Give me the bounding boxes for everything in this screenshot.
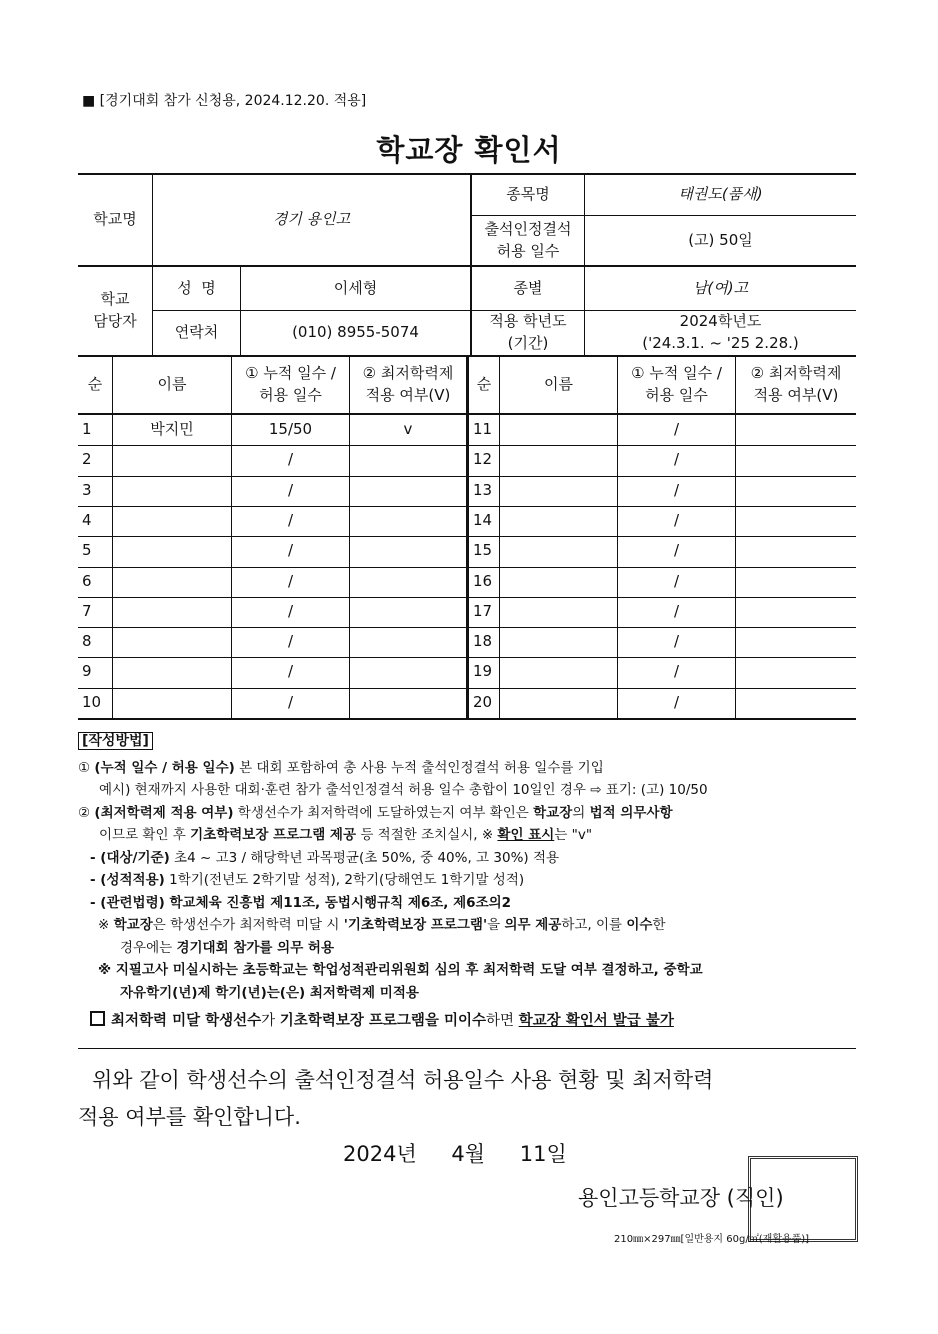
cell-days: / [673,662,680,681]
contact-value: (010) 8955-5074 [292,323,419,342]
cell-name [113,536,231,566]
cell-min [736,688,856,718]
g2l2e: 는 "v" [554,827,593,843]
fb: 가 [261,1013,280,1029]
cell-days: / [287,662,294,681]
col-header-name-right: 이름 [544,375,573,394]
cell-min [736,567,856,597]
fe: 학교장 확인서 발급 불가 [518,1013,674,1029]
writing-guide [78,730,858,1033]
cell-name [500,445,617,475]
cell-min [350,657,466,687]
num-2: ② [78,804,91,821]
manager-label: 학교 담당자 [93,290,137,330]
guide-title: [작성방법] [78,732,153,750]
fc: 기초학력보장 프로그램을 미이수 [279,1013,486,1029]
cell-name [113,657,231,687]
cell-no: 6 [82,572,92,591]
fd: 하면 [486,1013,519,1029]
cell-no: 3 [82,481,92,500]
col-header-no-right: 순 [476,375,492,394]
cell-no: 7 [82,602,92,621]
page-title: 학교장 확인서 [376,133,562,167]
cell-days: / [673,420,680,439]
school-value: 경기 용인고 [272,210,351,229]
cell-name [113,476,231,506]
cell-no: 8 [82,632,92,651]
n1b: 학교장 [113,917,153,933]
guide-note-2-line2: 자유학기(년)제 학기(년)는(은) 최저학력제 미적용 [120,984,419,1001]
cell-name [500,627,617,657]
n1f: 의무 제공 [504,917,562,933]
cell-min [736,415,856,445]
cell-min [350,597,466,627]
date-day: 11일 [519,1142,567,1166]
allow-days-label: 출석인정결석 허용 일수 [484,219,572,260]
g1-text: 본 대회 포함하여 총 사용 누적 출석인정결석 허용 일수를 기입 [234,759,604,776]
cell-min [350,536,466,566]
cell-no: 2 [82,450,92,469]
confirm-statement [78,1062,714,1136]
cell-min [736,445,856,475]
guide-bullet-3 [78,892,858,915]
cell-days: / [673,511,680,530]
cell-min [350,567,466,597]
contact-label: 연락처 [174,323,219,342]
cell-no: 15 [473,541,493,560]
cell-name [113,688,231,718]
cell-min [350,445,466,475]
cell-no: 9 [82,662,92,681]
allow-days-value: (고) 50일 [688,230,753,249]
cell-days: / [673,632,680,651]
cell-min [736,476,856,506]
guide-item-2 [78,802,858,825]
n1g: 하고, 이를 [561,917,627,933]
cell-days: 15/50 [268,420,313,439]
cell-name [500,506,617,536]
gender-value: 남(여)고 [692,278,749,297]
cell-days: / [287,541,294,560]
cell-min [736,506,856,536]
n1e: 을 [487,917,505,933]
n1i: 한 [652,917,666,933]
cell-days: / [287,602,294,621]
confirm-line-1: 위와 같이 학생선수의 출석인정결석 허용일수 사용 현황 및 최저학력 [92,1068,714,1092]
n1h: 이수 [626,917,653,933]
date-year: 2024년 [343,1142,417,1166]
divider [78,1048,856,1049]
cell-no: 17 [473,602,493,621]
cell-days: / [287,693,294,712]
gender-label: 종별 [513,278,543,297]
date-month: 4월 [451,1142,486,1166]
cell-days: / [673,693,680,712]
col-header-no: 순 [87,375,103,394]
cell-min: v [403,420,413,439]
cell-days: / [673,450,680,469]
cell-no: 5 [82,541,92,560]
cell-name [500,657,617,687]
guide-item-1-example: 예시) 현재까지 사용한 대회·훈련 참가 출석인정결석 허용 일수 총합이 10일인 경우 ⇨ 표기: (고) 10/50 [99,782,708,798]
n1a: ※ [98,917,114,933]
name-label: 성 명 [177,278,216,297]
b2-text: 1학기(전년도 2학기말 성적), 2학기(당해연도 1학기말 성적) [164,872,525,888]
cell-days: / [287,511,294,530]
guide-item-2-line2 [78,824,858,847]
g1-bold: (누적 일수 / 허용 일수) [94,759,235,776]
cell-name: 박지민 [150,420,194,439]
num-1: ① [78,759,91,776]
manager-name: 이세형 [333,278,378,297]
cell-no: 10 [82,693,102,712]
guide-bullet-1 [78,847,858,870]
cell-name [500,415,617,445]
g2l2d: 확인 표시 [497,827,555,843]
year-value: 2024학년도 ('24.3.1. ~ '25 2.28.) [642,312,799,352]
cell-days: / [287,572,294,591]
cell-no: 1 [82,420,92,439]
paper-spec: 210㎜×297㎜[일반용지 60g/㎡(재활용품)] [614,1234,810,1245]
cell-no: 4 [82,511,92,530]
cell-no: 19 [473,662,493,681]
guide-bullet-2 [78,869,858,892]
fa: 최저학력 미달 학생선수 [111,1013,262,1029]
cell-min [350,627,466,657]
guide-note-1 [78,914,858,937]
guide-note-2: ※ 지필고사 미실시하는 초등학교는 학업성적관리위원회 심의 후 최저학력 도달 여부 결정하고, 중학교 [98,962,703,978]
cell-no: 14 [473,511,493,530]
b3-bold: - (관련법령) 학교체육 진흥법 제11조, 동법시행규칙 제6조, 제6조의2 [90,894,512,911]
cell-days: / [287,450,294,469]
issue-date [343,1138,567,1168]
cell-name [113,597,231,627]
cell-min [350,688,466,718]
cell-name [113,567,231,597]
cell-min [736,657,856,687]
cell-min [736,597,856,627]
cell-name [113,627,231,657]
cell-no: 13 [473,481,493,500]
g2-text2: 의 [572,804,590,821]
cell-min [736,536,856,566]
cell-name [500,567,617,597]
g2-text: 학생선수가 최저학력에 도달하였는지 여부 확인은 [233,804,534,821]
issuer: 용인고등학교장 (직인) [578,1186,784,1210]
b1-bold: - (대상/기준) [90,849,170,866]
header-note: ■ [경기대회 참가 신청용, 2024.12.20. 적용] [82,93,367,109]
cell-name [500,536,617,566]
confirm-line-2: 적용 여부를 확인합니다. [78,1105,301,1129]
col-header-name: 이름 [157,375,187,394]
event-label: 종목명 [506,185,550,204]
cell-no: 11 [473,420,493,439]
guide-note-1-line2 [78,937,858,960]
cell-name [500,476,617,506]
school-label: 학교명 [93,210,137,229]
cell-days: / [287,481,294,500]
cell-name [500,597,617,627]
year-label: 적용 학년도 (기간) [489,312,567,352]
g2l2b: 기초학력보장 프로그램 제공 [190,827,357,843]
g2l2a: 이므로 확인 후 [99,827,191,843]
g2l2c: 등 적절한 조치실시, ※ [356,827,498,843]
cell-name [113,506,231,536]
cell-min [736,627,856,657]
cell-days: / [673,541,680,560]
n1l2b: 경기대회 참가를 의무 허용 [176,939,335,956]
b1-text: 초4 ~ 고3 / 해당학년 과목평균(초 50%, 중 40%, 고 30%) 적용 [169,849,560,866]
n1l2a: 경우에는 [120,939,177,956]
cell-no: 20 [473,693,493,712]
g2-bold2: 학교장 [533,804,573,821]
col-header-days: ① 누적 일수 / 허용 일수 [245,364,336,404]
cell-name [500,688,617,718]
col-header-days-right: ① 누적 일수 / 허용 일수 [631,364,722,404]
cell-min [350,476,466,506]
cell-days: / [673,481,680,500]
guide-final-note [78,1010,858,1033]
cell-days: / [673,572,680,591]
cell-no: 16 [473,572,493,591]
g2-bold3: 법적 의무사항 [589,804,673,821]
g2-bold: (최저학력제 적용 여부) [94,804,234,821]
cell-days: / [287,632,294,651]
cell-no: 12 [473,450,493,469]
n1c: 은 학생선수가 최저학력 미달 시 [152,917,344,933]
arrow-box-icon [90,1011,105,1026]
col-header-min: ② 최저학력제 적용 여부(V) [362,364,454,404]
cell-min [350,506,466,536]
cell-name [113,445,231,475]
cell-days: / [673,602,680,621]
event-value: 태권도(품새) [678,185,763,204]
guide-item-1 [78,757,858,780]
n1d: '기초학력보장 프로그램' [343,917,488,933]
col-header-min-right: ② 최저학력제 적용 여부(V) [750,364,842,404]
cell-no: 18 [473,632,493,651]
b2-bold: - (성적적용) [90,872,165,888]
